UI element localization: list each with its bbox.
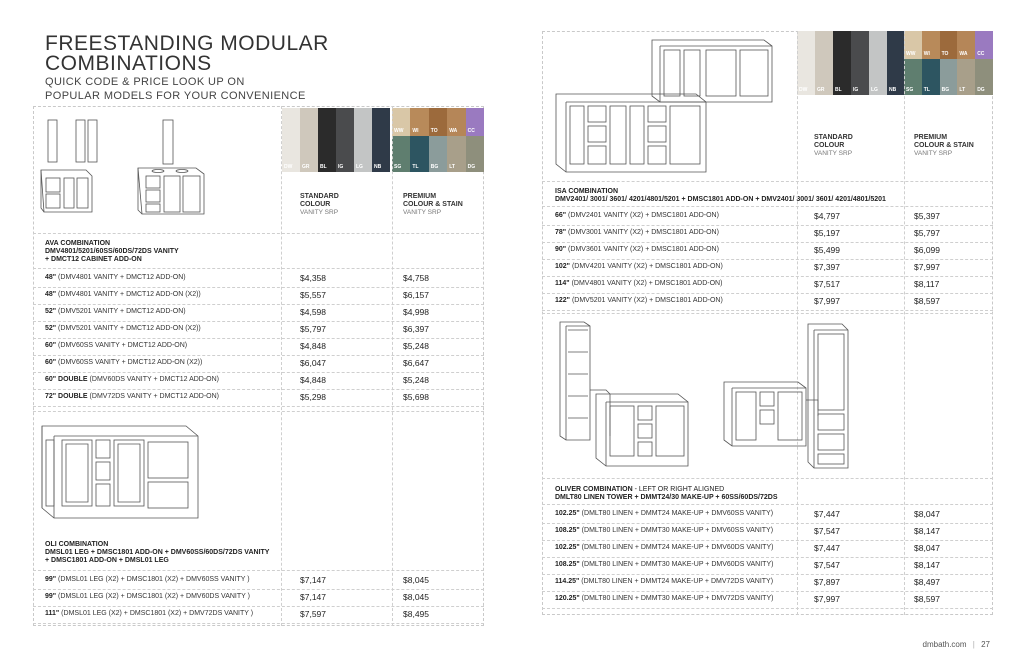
premium-price: $8,047 [914, 509, 940, 519]
premium-price: $8,497 [914, 577, 940, 587]
swatch-label: GR [817, 87, 825, 93]
row-description: (DMV4801 VANITY + DMCT12 ADD-ON) [56, 274, 186, 281]
table-row [555, 242, 719, 258]
swatch-label: DG [977, 87, 985, 93]
ava-models: DMV4801/5201/60SS/60DS/72DS VANITY [45, 248, 179, 255]
row-divider [542, 181, 993, 182]
swatch-label: IG [853, 87, 859, 93]
standard-price: $5,298 [300, 392, 326, 402]
row-description: (DMV5201 VANITY + DMCT12 ADD-ON (X2)) [56, 325, 201, 332]
table-row [555, 557, 773, 573]
row-size: 99" [45, 576, 57, 583]
premium-colour-header [403, 193, 463, 217]
oli-combination-heading [45, 541, 269, 565]
row-size: 108.25" [555, 561, 580, 568]
premium-header-right-line-2: COLOUR & STAIN [914, 142, 974, 149]
row-divider [542, 504, 993, 505]
swatch-nb [887, 31, 905, 95]
isa-vanity-illustration [550, 36, 790, 178]
ava-combination-heading [45, 240, 179, 264]
row-size: 120.25" [555, 595, 580, 602]
isa-combination-heading [555, 188, 886, 204]
page-title-line-1: FREESTANDING MODULAR [45, 32, 329, 55]
swatch-label: TO [941, 51, 949, 57]
premium-header-line-2: COLOUR & STAIN [403, 201, 463, 208]
standard-price: $7,997 [814, 296, 840, 306]
row-description: (DMLT80 LINEN + DMMT24 MAKE-UP + DMV60DS VANITY) [579, 544, 774, 551]
swatch-lg [869, 31, 887, 95]
oliver-vanity-illustration [550, 316, 860, 476]
swatch-label: TL [412, 164, 419, 170]
row-size: 102.25" [555, 544, 580, 551]
table-row [555, 591, 773, 607]
table-row [555, 540, 773, 556]
swatch-dw [797, 31, 815, 95]
swatch-label: DG [467, 164, 476, 170]
swatch-label: BL [835, 87, 842, 93]
row-size: 102.25" [555, 510, 580, 517]
swatch-label: TL [923, 87, 930, 93]
standard-price: $5,197 [814, 228, 840, 238]
swatch-label: TO [430, 128, 438, 134]
row-size: 114.25" [555, 578, 580, 585]
row-description: (DMV3601 VANITY (X2) + DMSC1801 ADD-ON) [566, 246, 719, 253]
standard-price: $7,397 [814, 262, 840, 272]
table-row [555, 506, 773, 522]
row-divider [542, 310, 993, 311]
row-divider [542, 313, 993, 314]
standard-price: $7,897 [814, 577, 840, 587]
table-row [45, 389, 219, 405]
page-number: 27 [981, 640, 990, 649]
oliver-title: OLIVER COMBINATION [555, 486, 633, 493]
page-subtitle-line-1: QUICK CODE & PRICE LOOK UP ON [45, 76, 245, 88]
standard-header-line-2: COLOUR [300, 201, 331, 208]
oli-models: DMSL01 LEG + DMSC1801 ADD-ON + DMV60SS/60DS/72DS VANITY [45, 549, 270, 556]
premium-price: $4,758 [403, 273, 429, 283]
swatch-label: DW [799, 87, 808, 93]
page-subtitle-line-2: POPULAR MODELS FOR YOUR CONVENIENCE [45, 90, 306, 102]
row-size: 114" [555, 280, 570, 287]
row-size: 52" [45, 325, 57, 332]
standard-price: $7,447 [814, 543, 840, 553]
table-row [555, 276, 722, 292]
oli-vanity-illustration [36, 418, 206, 526]
swatch-label: LG [871, 87, 878, 93]
row-size: 48" [45, 274, 57, 281]
table-row [555, 259, 723, 275]
row-size: 60" [45, 359, 57, 366]
isa-models: DMV2401/ 3001/ 3601/ 4201/4801/5201 + DMSC1801 ADD-ON + DMV2401/ 3001/ 3601/ 4201/4801/5201 [555, 196, 886, 203]
ava-vanity-illustration [36, 112, 281, 224]
table-row [45, 270, 186, 286]
premium-price: $6,157 [403, 290, 429, 300]
swatch-label: CC [467, 128, 475, 134]
row-description: (DMV3001 VANITY (X2) + DMSC1801 ADD-ON) [566, 229, 719, 236]
row-size: 48" [45, 291, 57, 298]
row-size: 60" DOUBLE [45, 376, 88, 383]
row-divider [33, 570, 484, 571]
premium-price: $8,047 [914, 543, 940, 553]
row-divider [33, 411, 484, 412]
ava-addon: + DMCT12 CABINET ADD-ON [45, 256, 142, 263]
table-row [45, 287, 201, 303]
footer-site[interactable]: dmbath.com [922, 640, 967, 649]
swatch-label: LT [959, 87, 966, 93]
table-row [45, 572, 250, 588]
table-row [45, 338, 187, 354]
table-row [555, 208, 719, 224]
row-description: (DMV2401 VANITY (X2) + DMSC1801 ADD-ON) [566, 212, 719, 219]
standard-price: $7,147 [300, 592, 326, 602]
premium-price: $8,045 [403, 575, 429, 585]
premium-price: $5,797 [914, 228, 940, 238]
standard-price: $4,797 [814, 211, 840, 221]
oliver-note: - LEFT OR RIGHT ALIGNED [632, 486, 725, 493]
row-divider [542, 206, 993, 207]
row-size: 52" [45, 308, 57, 315]
table-row [45, 372, 219, 388]
standard-price: $7,997 [814, 594, 840, 604]
standard-price: $4,358 [300, 273, 326, 283]
table-row [45, 321, 201, 337]
premium-header-right-sub: VANITY SRP [914, 150, 953, 157]
row-divider [33, 623, 484, 624]
page-footer [923, 640, 990, 649]
premium-price: $8,597 [914, 594, 940, 604]
standard-header-line-1: STANDARD [300, 193, 339, 200]
row-size: 122" [555, 297, 570, 304]
swatch-ig [336, 108, 354, 172]
table-row [45, 589, 250, 605]
row-size: 90" [555, 246, 567, 253]
standard-price: $4,598 [300, 307, 326, 317]
swatch-label: DW [284, 164, 293, 170]
isa-title: ISA COMBINATION [555, 188, 618, 195]
premium-colour-header-right [914, 134, 974, 158]
row-description: (DMSL01 LEG (X2) + DMSC1801 (X2) + DMV60SS VANITY ) [56, 576, 250, 583]
swatch-ig [851, 31, 869, 95]
row-description: (DMV5201 VANITY (X2) + DMSC1801 ADD-ON) [570, 297, 723, 304]
row-description: (DMV4801 VANITY + DMCT12 ADD-ON (X2)) [56, 291, 201, 298]
swatch-gr [815, 31, 833, 95]
standard-header-sub: VANITY SRP [300, 209, 339, 216]
swatch-label: BL [320, 164, 327, 170]
table-row [45, 355, 202, 371]
swatch-label: WI [412, 128, 419, 134]
oliver-combination-heading [555, 486, 778, 502]
row-description: (DMSL01 LEG (X2) + DMSC1801 (X2) + DMV60DS VANITY ) [56, 593, 250, 600]
standard-price: $4,848 [300, 341, 326, 351]
swatch-label: BG [941, 87, 950, 93]
swatch-label: NB [374, 164, 382, 170]
page-title-line-2: COMBINATIONS [45, 52, 212, 75]
premium-price: $7,997 [914, 262, 940, 272]
premium-price: $5,698 [403, 392, 429, 402]
footer-separator: | [972, 640, 975, 649]
row-description: (DMLT80 LINEN + DMMT30 MAKE-UP + DMV60SS VANITY) [579, 527, 774, 534]
premium-price: $8,495 [403, 609, 429, 619]
page-title [45, 34, 329, 74]
swatch-label: CC [977, 51, 985, 57]
premium-price: $6,099 [914, 245, 940, 255]
premium-price: $8,117 [914, 279, 940, 289]
page-subtitle [45, 75, 306, 103]
row-size: 66" [555, 212, 567, 219]
row-size: 72" DOUBLE [45, 393, 88, 400]
ava-title: AVA COMBINATION [45, 240, 111, 247]
premium-price: $6,647 [403, 358, 429, 368]
swatch-label: WI [923, 51, 930, 57]
standard-colour-header [300, 193, 339, 217]
table-row [45, 606, 253, 622]
swatch-label: SG [906, 87, 914, 93]
standard-price: $7,447 [814, 509, 840, 519]
oli-title: OLI COMBINATION [45, 541, 109, 548]
row-description: (DMV4201 VANITY (X2) + DMSC1801 ADD-ON) [570, 263, 723, 270]
swatch-label: SG [394, 164, 402, 170]
premium-price: $8,597 [914, 296, 940, 306]
row-divider [33, 406, 484, 407]
premium-header-right-line-1: PREMIUM [914, 134, 948, 141]
row-description: (DMV60SS VANITY + DMCT12 ADD-ON) [56, 342, 188, 349]
premium-price: $5,397 [914, 211, 940, 221]
swatch-label: GR [302, 164, 310, 170]
swatch-dw [282, 108, 300, 172]
premium-header-sub: VANITY SRP [403, 209, 442, 216]
row-description: (DMV60SS VANITY + DMCT12 ADD-ON (X2)) [56, 359, 203, 366]
row-size: 60" [45, 342, 57, 349]
premium-price: $4,998 [403, 307, 429, 317]
standard-price: $6,047 [300, 358, 326, 368]
table-row [555, 574, 773, 590]
row-description: (DMLT80 LINEN + DMMT30 MAKE-UP + DMV60DS VANITY) [579, 561, 774, 568]
swatch-label: WA [959, 51, 968, 57]
row-size: 99" [45, 593, 57, 600]
standard-header-right-line-1: STANDARD [814, 134, 853, 141]
column-divider [392, 106, 393, 626]
standard-colour-header-right [814, 134, 853, 158]
oliver-models: DMLT80 LINEN TOWER + DMMT24/30 MAKE-UP + 60SS/60DS/72DS [555, 494, 778, 501]
premium-price: $8,045 [403, 592, 429, 602]
premium-price: $5,248 [403, 375, 429, 385]
column-divider [281, 106, 282, 626]
swatch-gr [300, 108, 318, 172]
row-description: (DMV72DS VANITY + DMCT12 ADD-ON) [87, 393, 220, 400]
premium-price: $8,147 [914, 560, 940, 570]
standard-price: $7,597 [300, 609, 326, 619]
row-size: 108.25" [555, 527, 580, 534]
row-divider [542, 608, 993, 609]
standard-price: $4,848 [300, 375, 326, 385]
swatch-label: LG [356, 164, 363, 170]
standard-price: $7,517 [814, 279, 840, 289]
row-size: 111" [45, 610, 60, 617]
standard-price: $7,547 [814, 526, 840, 536]
swatch-nb [372, 108, 390, 172]
standard-price: $7,547 [814, 560, 840, 570]
standard-price: $5,557 [300, 290, 326, 300]
swatch-lg [354, 108, 372, 172]
row-description: (DMV4801 VANITY (X2) + DMSC1801 ADD-ON) [569, 280, 723, 287]
swatch-label: BG [430, 164, 439, 170]
swatch-label: IG [338, 164, 344, 170]
standard-price: $5,499 [814, 245, 840, 255]
premium-price: $6,397 [403, 324, 429, 334]
premium-header-line-1: PREMIUM [403, 193, 437, 200]
row-description: (DMV5201 VANITY + DMCT12 ADD-ON) [56, 308, 186, 315]
column-divider [904, 31, 905, 615]
premium-price: $5,248 [403, 341, 429, 351]
swatch-label: NB [889, 87, 897, 93]
table-row [555, 523, 773, 539]
row-divider [542, 478, 993, 479]
row-description: (DMV60DS VANITY + DMCT12 ADD-ON) [87, 376, 220, 383]
standard-header-right-sub: VANITY SRP [814, 150, 853, 157]
swatch-bl [318, 108, 336, 172]
row-size: 78" [555, 229, 567, 236]
row-description: (DMLT80 LINEN + DMMT24 MAKE-UP + DMV60SS VANITY) [579, 510, 774, 517]
swatch-label: WW [394, 128, 404, 134]
row-divider [33, 233, 484, 234]
row-size: 102" [555, 263, 570, 270]
standard-price: $7,147 [300, 575, 326, 585]
standard-header-right-line-2: COLOUR [814, 142, 845, 149]
swatch-label: WW [906, 51, 916, 57]
row-description: (DMSL01 LEG (X2) + DMSC1801 (X2) + DMV72DS VANITY ) [59, 610, 254, 617]
swatch-bl [833, 31, 851, 95]
swatch-label: WA [449, 128, 458, 134]
table-row [555, 293, 723, 309]
swatch-label: LT [449, 164, 455, 170]
table-row [45, 304, 186, 320]
row-description: (DMLT80 LINEN + DMMT24 MAKE-UP + DMV72DS VANITY) [579, 578, 774, 585]
row-divider [33, 268, 484, 269]
row-description: (DMLT80 LINEN + DMMT30 MAKE-UP + DMV72DS VANITY) [579, 595, 774, 602]
table-row [555, 225, 719, 241]
standard-price: $5,797 [300, 324, 326, 334]
premium-price: $8,147 [914, 526, 940, 536]
oli-addon: + DMSC1801 ADD-ON + DMSL01 LEG [45, 557, 169, 564]
